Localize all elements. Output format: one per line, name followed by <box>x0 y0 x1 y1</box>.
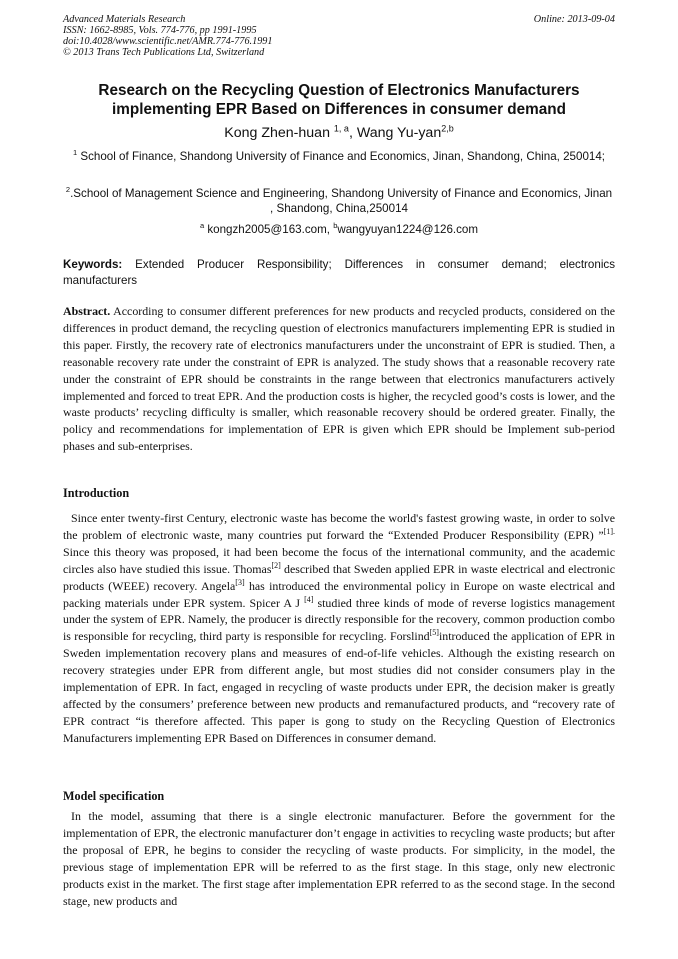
author-separator: , <box>348 125 357 141</box>
reference-4[interactable]: [4] <box>304 594 314 604</box>
intro-text-5: studied three kinds of mode of reverse logistics management under the system of EPR. Namely, the producer is directly responsible for the recovery, common production combo is responsible for recycling, third party is responsible for recycling. Forslind <box>63 595 615 644</box>
model-heading: Model specification <box>63 789 165 803</box>
intro-text-6: introduced the application of EPR in Sweden implementation recovery plans and measures of end-of-life vehicles. Although the existing research on recovery strategies under EPR from different angle, but most studies did not consider consumers play in the implementation of EPR. In fact, engaged in recycling of waste products under EPR, the decision maker is greatly affected by the consumers’ preference between new products and remanufactured products, and “recovery rate of EPR contract “is therefore affected. This paper is gong to study on the Recycling Question of Electronics Manufacturers implementing EPR Based on Differences in consumer demand. <box>63 629 615 745</box>
reference-1[interactable]: [1]. <box>603 526 615 536</box>
copyright-line: © 2013 Trans Tech Publications Ltd, Switzerland <box>63 47 265 58</box>
abstract-text: According to consumer different preferences for new products and recycled products, considered on the differences in product demand, the recycling question of electronics manufacturers implementing EPR is studied in this paper. Firstly, the recovery rate of electronics manufacturers under the unconstraint of EPR is studied. Then, a reasonable recovery rate under the constraint of EPR is analyzed. The study shows that a reasonable recovery rate under the constraint of EPR should be constraints in the range between that electronics manufacturers actively implemented and forced to treat EPR. And the production costs is higher, the recycled good’s costs is lower, and the waste products’ recycling difficulty is smaller, which reasonable recovery should be ordered greater. Finally, the policy and recommendations for implementation of EPR is given which EPR should be Implement sub-period phases and sub-enterprises. <box>63 304 615 454</box>
doi-line: doi:10.4028/www.scientific.net/AMR.774-776.1991 <box>63 36 273 47</box>
online-date: Online: 2013-09-04 <box>533 14 615 25</box>
author-2: Wang Yu-yan <box>356 125 442 141</box>
intro-text-2: Since this theory was proposed, it had been become the focus of the international community, and the academic circles also have studied this issue. Thomas <box>63 544 615 576</box>
model-paragraph: In the model, assuming that there is a single electronic manufacturer. Before the government for the implementation of EPR, the electronic manufacturer don’t engage in activities to recycling waste products; but after the proposal of EPR, he begins to consider the recycling of waste products. For simplicity, in the model, the previous stage of implementation EPR will be referred to as the first stage. In this stage, only new electronic products exist in the market. The first stage after implementation EPR referred to as the second stage. In the second stage, new products and <box>63 809 615 908</box>
affiliation-1 <box>63 149 615 164</box>
introduction-heading: Introduction <box>63 486 130 500</box>
reference-2[interactable]: [2] <box>271 560 281 570</box>
reference-5[interactable]: [5] <box>429 628 439 638</box>
email-b[interactable]: wangyuyan1224@126.com <box>337 223 479 236</box>
email-b-mark: b <box>333 221 338 231</box>
author-1-affiliation-mark: 1, a <box>333 123 349 134</box>
author-emails <box>63 222 615 237</box>
affiliation-2 <box>63 186 615 216</box>
intro-text-1: Since enter twenty-first Century, electronic waste has become the world's fastest growing waste, in order to solve the problem of electronic waste, many countries put forward the “Extended Producer Responsibility (EPR) ” <box>63 511 615 542</box>
author-1: Kong Zhen-huan <box>224 125 334 141</box>
author-2-affiliation-mark: 2,b <box>441 123 454 134</box>
intro-text-3: described that Sweden applied EPR in waste electrical and electronic products (WEEE) recovery. Angela <box>63 561 615 593</box>
title-line-1: Research on the Recycling Question of Electronics Manufacturers <box>98 82 580 99</box>
paper-title <box>63 81 615 119</box>
reference-3[interactable]: [3] <box>235 577 245 587</box>
issn-line: ISSN: 1662-8985, Vols. 774-776, pp 1991-1995 <box>63 25 257 36</box>
email-a[interactable]: kongzh2005@163.com, <box>204 223 334 236</box>
keywords-label: Keywords: <box>63 258 123 271</box>
author-list <box>63 124 615 143</box>
abstract-label: Abstract. <box>63 304 111 318</box>
title-line-2: implementing EPR Based on Differences in consumer demand <box>112 101 566 118</box>
keywords-text: Extended Producer Responsibility; Differences in consumer demand; electronics manufacturers <box>63 258 615 287</box>
journal-header <box>63 14 615 58</box>
intro-text-4: has introduced the environmental policy in Europe on waste electrical and packing materials under EPR system. Spicer A J <box>63 578 615 610</box>
introduction-paragraph <box>63 510 615 747</box>
affiliation-2-mark: 2 <box>65 185 71 195</box>
affiliation-1-mark: 1 <box>72 148 78 158</box>
keywords <box>63 257 615 289</box>
affiliation-2-text: .School of Management Science and Engineering, Shandong University of Finance and Economics, Jinan , Shandong, China,250014 <box>70 187 613 215</box>
abstract <box>63 303 615 455</box>
email-a-mark: a <box>199 221 205 231</box>
affiliation-1-text: School of Finance, Shandong University of Finance and Economics, Jinan, Shandong, China, 250014; <box>77 150 606 163</box>
journal-name: Advanced Materials Research <box>63 14 186 25</box>
